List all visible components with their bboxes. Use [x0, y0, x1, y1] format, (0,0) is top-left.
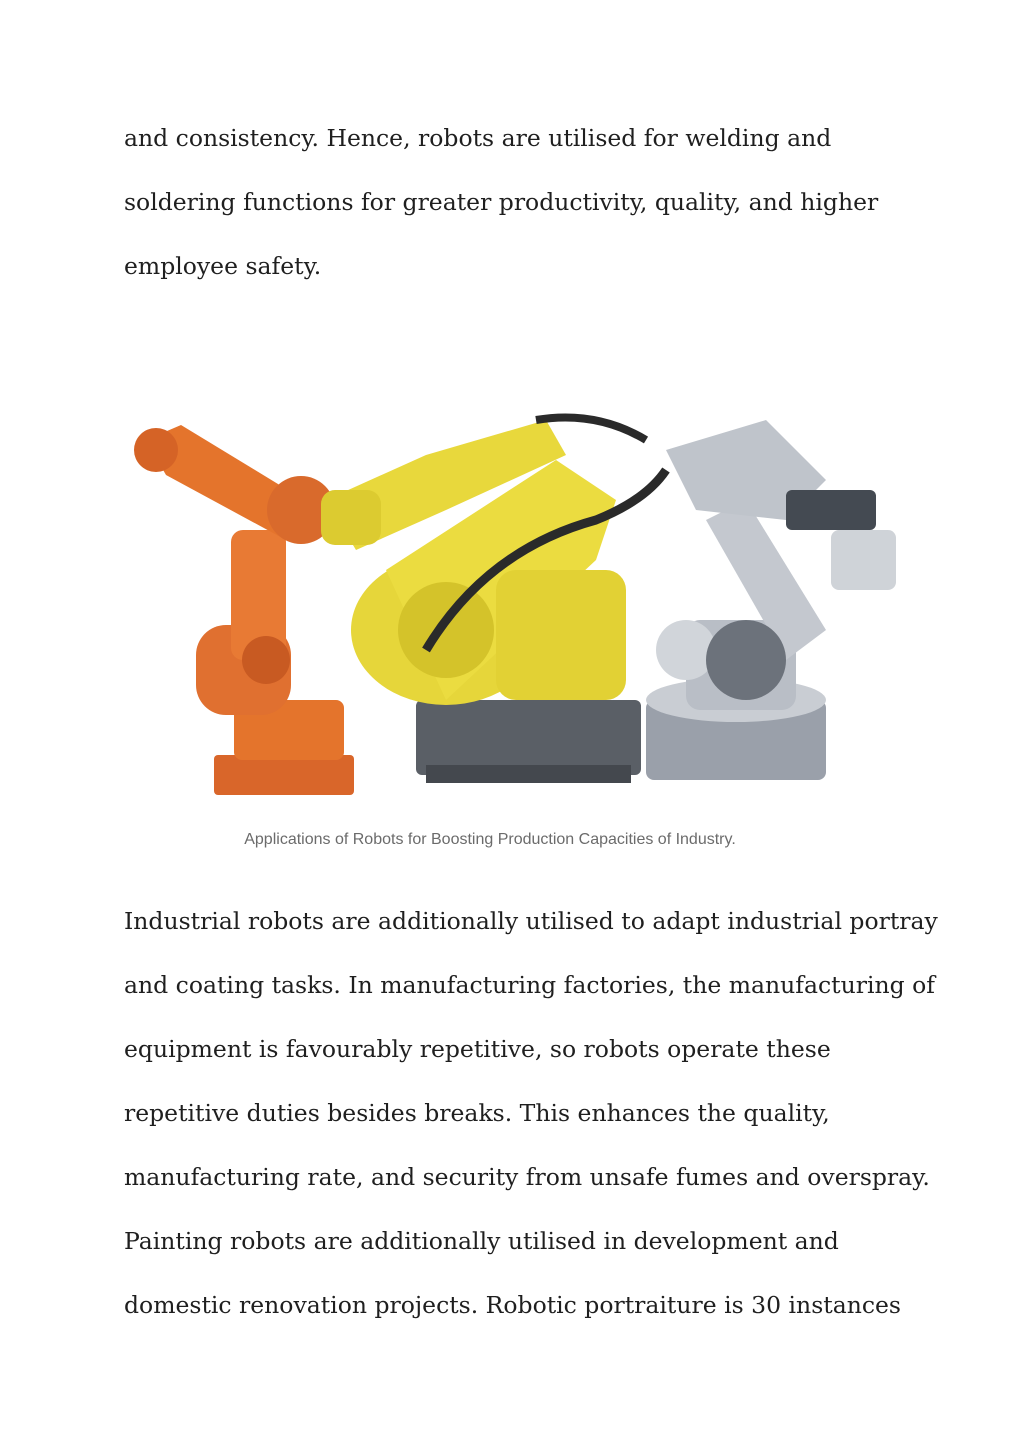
text-line: manufacturing rate, and security from unsafe fumes and overspray. [124, 1163, 930, 1191]
paragraph-painting [124, 907, 938, 1355]
text-line: domestic renovation projects. Robotic portraiture is 30 instances [124, 1291, 901, 1319]
yellow-robot-arm [321, 418, 666, 784]
orange-robot-arm [134, 425, 354, 795]
grey-robot-arm [646, 420, 896, 780]
text-line: repetitive duties besides breaks. This enhances the quality, [124, 1099, 830, 1127]
text-line: and consistency. Hence, robots are utilised for welding and [124, 124, 832, 152]
text-line: Industrial robots are additionally utilised to adapt industrial portray [124, 907, 938, 935]
text-line: equipment is favourably repetitive, so robots operate these [124, 1035, 831, 1063]
text-line: and coating tasks. In manufacturing factories, the manufacturing of [124, 971, 935, 999]
text-line: Painting robots are additionally utilised in development and [124, 1227, 839, 1255]
paragraph-welding [124, 124, 914, 316]
industrial-robots-image [126, 400, 904, 800]
text-line: soldering functions for greater productivity, quality, and higher [124, 188, 879, 216]
figure-caption: Applications of Robots for Boosting Production Capacities of Industry. [244, 831, 736, 848]
text-line: employee safety. [124, 252, 322, 280]
